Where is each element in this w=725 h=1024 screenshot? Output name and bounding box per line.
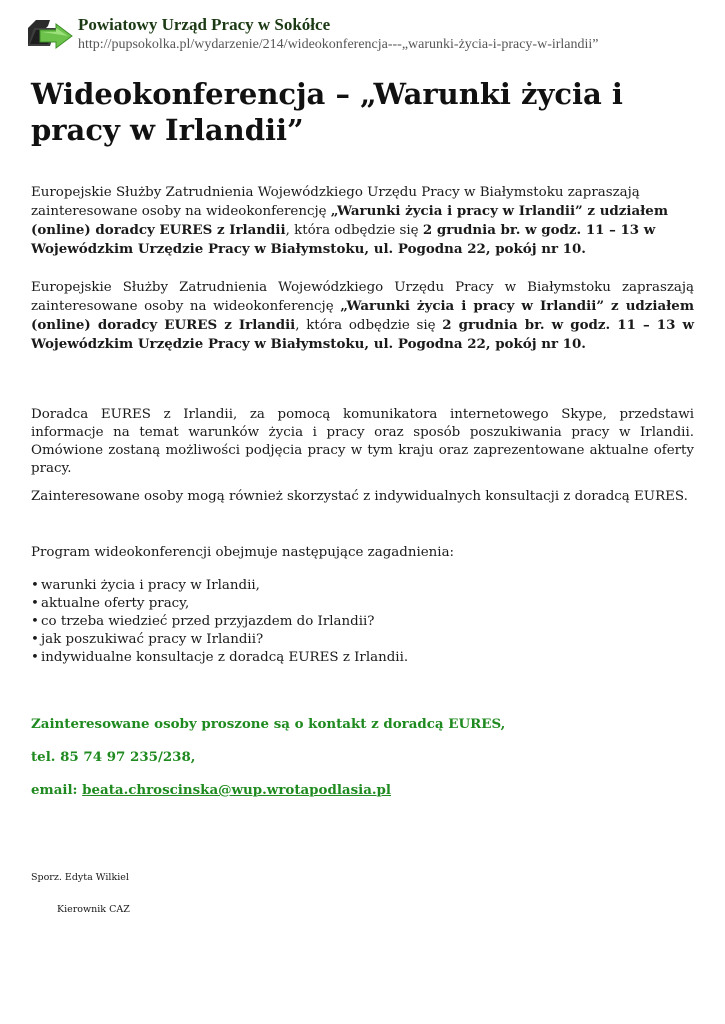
consultation-paragraph: Zainteresowane osoby mogą również skorzystać z indywidualnych konsultacji z doradcą EURES. (31, 489, 688, 504)
bullet-icon: • (31, 578, 39, 593)
program-list (31, 577, 694, 667)
description-paragraph: Doradca EURES z Irlandii, za pomocą komunikatora internetowego Skype, przedstawi informacje na temat warunków życia i pracy oraz sposób poszukiwania pracy w Irlandii. Omówione zostaną możliwości podjęcia pracy w tym kraju oraz zaprezentowane aktualne oferty pracy. (31, 407, 694, 476)
list-item-text: co trzeba wiedzieć przed przyjazdem do Irlandii? (41, 614, 375, 629)
intro-paragraph-repeat (31, 279, 694, 354)
repeat-bold-date: 2 grudnia br. w godz. 11 – 13 w Wojewódzkim Urzędzie Pracy w Białymstoku, ul. Pogodna 22, pokój nr 10. (31, 317, 694, 352)
article-title: Wideokonferencja – „Warunki życia i pracy w Irlandii” (31, 77, 623, 147)
list-item-text: aktualne oferty pracy, (41, 596, 190, 611)
bullet-icon: • (31, 650, 39, 665)
list-item (31, 577, 694, 595)
repeat-text: Europejskie Służby Zatrudnienia Wojewódzkiego Urzędu Pracy w Białymstoku zapraszają zainteresowane osoby na wideokonferencję (31, 280, 694, 314)
logo-folder-arrow-icon[interactable] (26, 16, 74, 50)
author-signature: Sporz. Edyta Wilkiel (31, 872, 129, 883)
page-url[interactable]: http://pupsokolka.pl/wydarzenie/214/wideokonferencja---„warunki-życia-i-pracy-w-irlandii” (78, 37, 599, 52)
intro-paragraph (31, 184, 694, 259)
article (31, 76, 694, 919)
email-link[interactable]: beata.chroscinska@wup.wrotapodlasia.pl (82, 782, 392, 798)
site-title[interactable]: Powiatowy Urząd Pracy w Sokółce (78, 15, 331, 34)
bullet-icon: • (31, 596, 39, 611)
list-item (31, 595, 694, 613)
repeat-bold-title: „Warunki życia i pracy w Irlandii” z udziałem (online) doradcy EURES z Irlandii (31, 298, 694, 333)
list-item-text: jak poszukiwać pracy w Irlandii? (41, 632, 264, 647)
bullet-icon: • (31, 614, 39, 629)
list-item (31, 631, 694, 649)
list-item (31, 613, 694, 631)
bullet-icon: • (31, 632, 39, 647)
list-item (31, 649, 694, 667)
intro-bold-date: 2 grudnia br. w godz. 11 – 13 w Wojewódzkim Urzędzie Pracy w Białymstoku, ul. Pogodna 22, pokój nr 10. (31, 222, 656, 257)
program-heading: Program wideokonferencji obejmuje następujące zagadnienia: (31, 545, 455, 560)
contact-email-line (31, 781, 694, 799)
list-item-text: indywidualne konsultacje z doradcą EURES z Irlandii. (41, 650, 409, 665)
list-item-text: warunki życia i pracy w Irlandii, (41, 578, 260, 593)
email-label: email: (31, 782, 83, 798)
page-header (26, 14, 706, 56)
author-role: Kierownik CAZ (57, 904, 130, 915)
repeat-text-2: , która odbędzie się (295, 318, 443, 333)
intro-text-2: , która odbędzie się (285, 223, 423, 238)
intro-text: Europejskie Służby Zatrudnienia Wojewódzkiego Urzędu Pracy w Białymstoku zapraszają zainteresowane osoby na wideokonferencję (31, 185, 640, 219)
contact-line: Zainteresowane osoby proszone są o kontakt z doradcą EURES, (31, 716, 506, 732)
contact-phone: tel. 85 74 97 235/238, (31, 749, 196, 765)
intro-bold-title: „Warunki życia i pracy w Irlandii” z udziałem (online) doradcy EURES z Irlandii (31, 203, 668, 238)
